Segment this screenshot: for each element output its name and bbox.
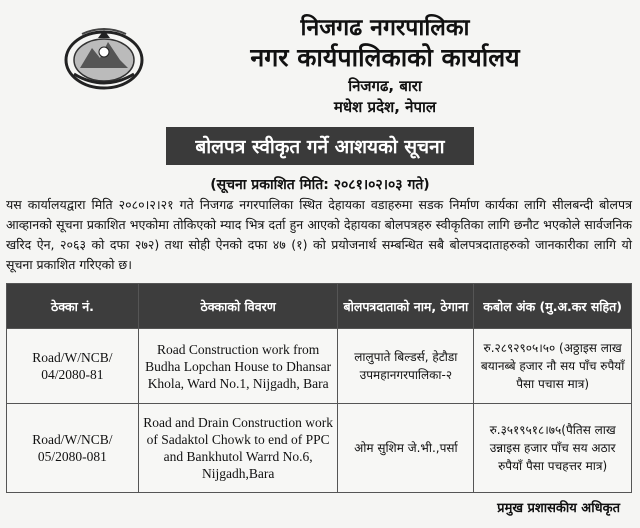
table-header-row [7,284,632,329]
header-description: ठेक्काको विवरण [138,284,338,329]
work-description: Road Construction work from Budha Lopchan House to Dhansar Khola, Ward No.1, Nijgadh, Bara [138,329,338,404]
bidder-name: ओम सुशिम जे.भी.,पर्सा [338,404,474,493]
province-line: मधेश प्रदेश, नेपाल [333,98,437,116]
nepal-emblem-icon [62,22,146,92]
published-date: (सूचना प्रकाशित मिति: २०८१।०२।०३ गते) [210,177,430,193]
municipality-name: निजगढ नगरपालिका [300,15,470,41]
signature-title: प्रमुख प्रशासकीय अधिकृत [497,501,620,516]
bidder-name: लालुपाते बिल्डर्स, हेटौडा उपमहानगरपालिका-२ [338,329,474,404]
notice-title: बोलपत्र स्वीकृत गर्ने आशयको सूचना [166,127,474,165]
bid-amount: रु.२८९२९०५।५० (अठ्ठाइस लाख बयानब्बे हजार नौ सय पाँच रुपैयाँ पैसा पचास मात्र) [474,329,632,404]
table-row [7,404,632,493]
table-row [7,329,632,404]
office-name: नगर कार्यपालिकाको कार्यालय [250,43,520,72]
bid-amount: रु.३५१९५१८।७५(पैतिस लाख उन्नाइस हजार पाँच सय अठार रुपैयाँ पैसा पचहत्तर मात्र) [474,404,632,493]
header-contract-no: ठेक्का नं. [7,284,139,329]
contract-no: Road/W/NCB/ 05/2080-081 [7,404,139,493]
work-description: Road and Drain Construction work of Sadaktol Chowk to end of PPC and Bankhutol Warrd No.6, Nijgadh,Bara [138,404,338,493]
office-location: निजगढ, बारा [348,77,422,95]
award-table [6,283,632,493]
header-amount: कबोल अंक (मु.अ.कर सहित) [474,284,632,329]
contract-no: Road/W/NCB/ 04/2080-81 [7,329,139,404]
header-bidder: बोलपत्रदाताको नाम, ठेगाना [338,284,474,329]
notice-body: यस कार्यालयद्वारा मिति २०८०।२।२१ गते निजगढ नगरपालिका स्थित देहायका वडाहरुमा सडक निर्माण कार्यका लागि सीलबन्दी बोलपत्र आव्हानको सूचना प्रकाशित भएकोमा तोकिएको म्याद भित्र दर्ता हुन आएको देहायका बोलपत्रहरु स्वीकृतिका लागि छनौट भएकोले सार्वजनिक खरिद ऐन, २०६३ को दफा २७२) तथा सोही ऐनको दफा ४७ (१) को प्रयोजनार्थ सम्बन्धित सबै बोलपत्रदाताहरुको जानकारीका लागि यो सूचना प्रकाशित गरिएको छ। [6,197,632,272]
